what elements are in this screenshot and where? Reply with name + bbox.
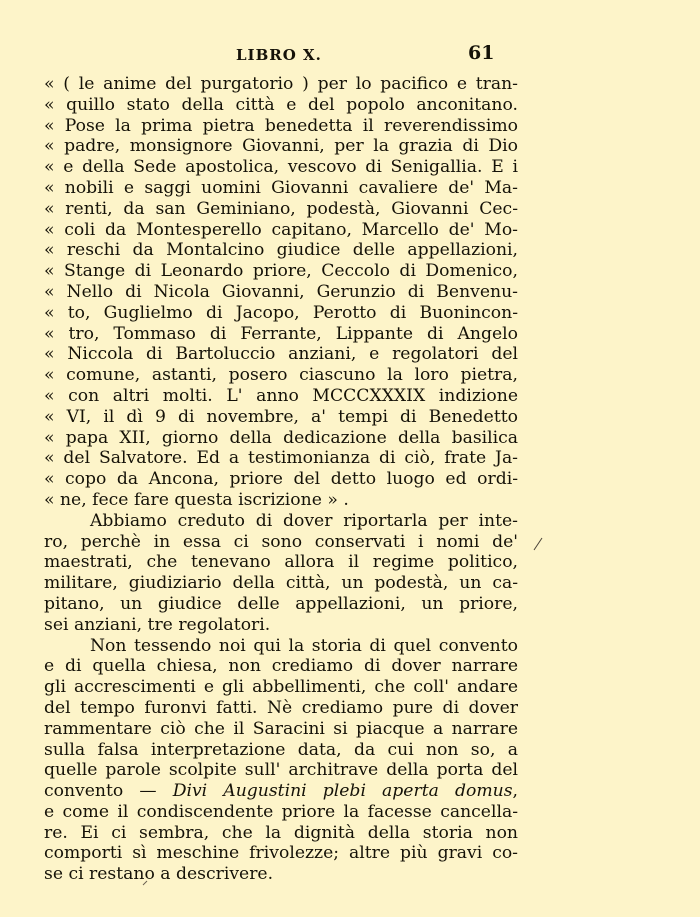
text-line: sulla falsa interpretazione data, da cui non so, a <box>44 739 518 760</box>
text-line: « renti, da san Geminiano, podestà, Giovanni Cec- <box>44 198 518 219</box>
text-line: « to, Guglielmo di Jacopo, Perotto di Buonincon- <box>44 302 518 323</box>
text-line: « reschi da Montalcino giudice delle appellazioni, <box>44 240 518 261</box>
text-line: militare, giudiziario della città, un podestà, un ca- <box>44 573 518 594</box>
text-line: « e della Sede apostolica, vescovo di Senigallia. E i <box>44 157 518 178</box>
text-line: « con altri molti. L' anno MCCCXXXIX indizione <box>44 385 518 406</box>
text-line: maestrati, che tenevano allora il regime politico, <box>44 552 518 573</box>
text-line: comporti sì meschine frivolezze; altre più gravi co- <box>44 843 518 864</box>
text-line: « ne, fece fare questa iscrizione » . <box>44 489 349 510</box>
text-line: « padre, monsignore Giovanni, per la grazia di Dio <box>44 136 518 157</box>
text-line: re. Ei ci sembra, che la dignità della storia non <box>44 822 518 843</box>
paragraph-start: Abbiamo creduto di dover riportarla per inte- <box>90 510 518 531</box>
text-line: « quillo stato della città e del popolo anconitano. <box>44 94 518 115</box>
text-line: e di quella chiesa, non crediamo di dover narrare <box>44 656 518 677</box>
running-head: LIBRO X. <box>236 46 322 64</box>
text-line: « VI, il dì 9 di novembre, a' tempi di Benedetto <box>44 406 518 427</box>
text-fragment: convento — <box>44 781 157 802</box>
text-line: « Pose la prima pietra benedetta il reverendissimo <box>44 115 518 136</box>
text-line: pitano, un giudice delle appellazioni, un priore, <box>44 593 518 614</box>
margin-pencil-mark <box>533 537 543 551</box>
text-line-with-italic <box>44 781 518 802</box>
text-line: gli accrescimenti e gli abbellimenti, che coll' andare <box>44 677 518 698</box>
stray-ink-mark <box>142 880 148 886</box>
text-line: ro, perchè in essa ci sono conservati i nomi de' <box>44 531 518 552</box>
text-line: « papa XII, giorno della dedicazione della basilica <box>44 427 518 448</box>
text-line: sei anziani, tre regolatori. <box>44 614 271 635</box>
text-line: « nobili e saggi uomini Giovanni cavaliere de' Ma- <box>44 177 518 198</box>
text-fragment: , <box>512 781 518 802</box>
text-line: se ci restano a descrivere. <box>44 864 274 885</box>
text-line: quelle parole scolpite sull' architrave della porta del <box>44 760 518 781</box>
text-line: « del Salvatore. Ed a testimonianza di ciò, frate Ja- <box>44 448 518 469</box>
page-header <box>0 42 700 66</box>
text-line: « coli da Montesperello capitano, Marcello de' Mo- <box>44 219 518 240</box>
text-line: del tempo furonvi fatti. Nè crediamo pure di dover <box>44 697 518 718</box>
text-line: « tro, Tommaso di Ferrante, Lippante di Angelo <box>44 323 518 344</box>
text-line: rammentare ciò che il Saracini si piacque a narrare <box>44 718 518 739</box>
text-line: « comune, astanti, posero ciascuno la loro pietra, <box>44 365 518 386</box>
text-line: « Stange di Leonardo priore, Ceccolo di Domenico, <box>44 261 518 282</box>
body-text <box>44 74 518 885</box>
text-line: e come il condiscendente priore la facesse cancella- <box>44 801 518 822</box>
paragraph-start: Non tessendo noi qui la storia di quel convento <box>90 635 518 656</box>
italic-inscription: Divi Augustini plebi aperta domus <box>172 781 513 802</box>
text-line: « copo da Ancona, priore del detto luogo ed ordi- <box>44 469 518 490</box>
text-line: « ( le anime del purgatorio ) per lo pacifico e tran- <box>44 74 518 94</box>
text-line: « Niccola di Bartoluccio anziani, e regolatori del <box>44 344 518 365</box>
text-line: « Nello di Nicola Giovanni, Gerunzio di Benvenu- <box>44 281 518 302</box>
page-number: 61 <box>468 42 495 64</box>
